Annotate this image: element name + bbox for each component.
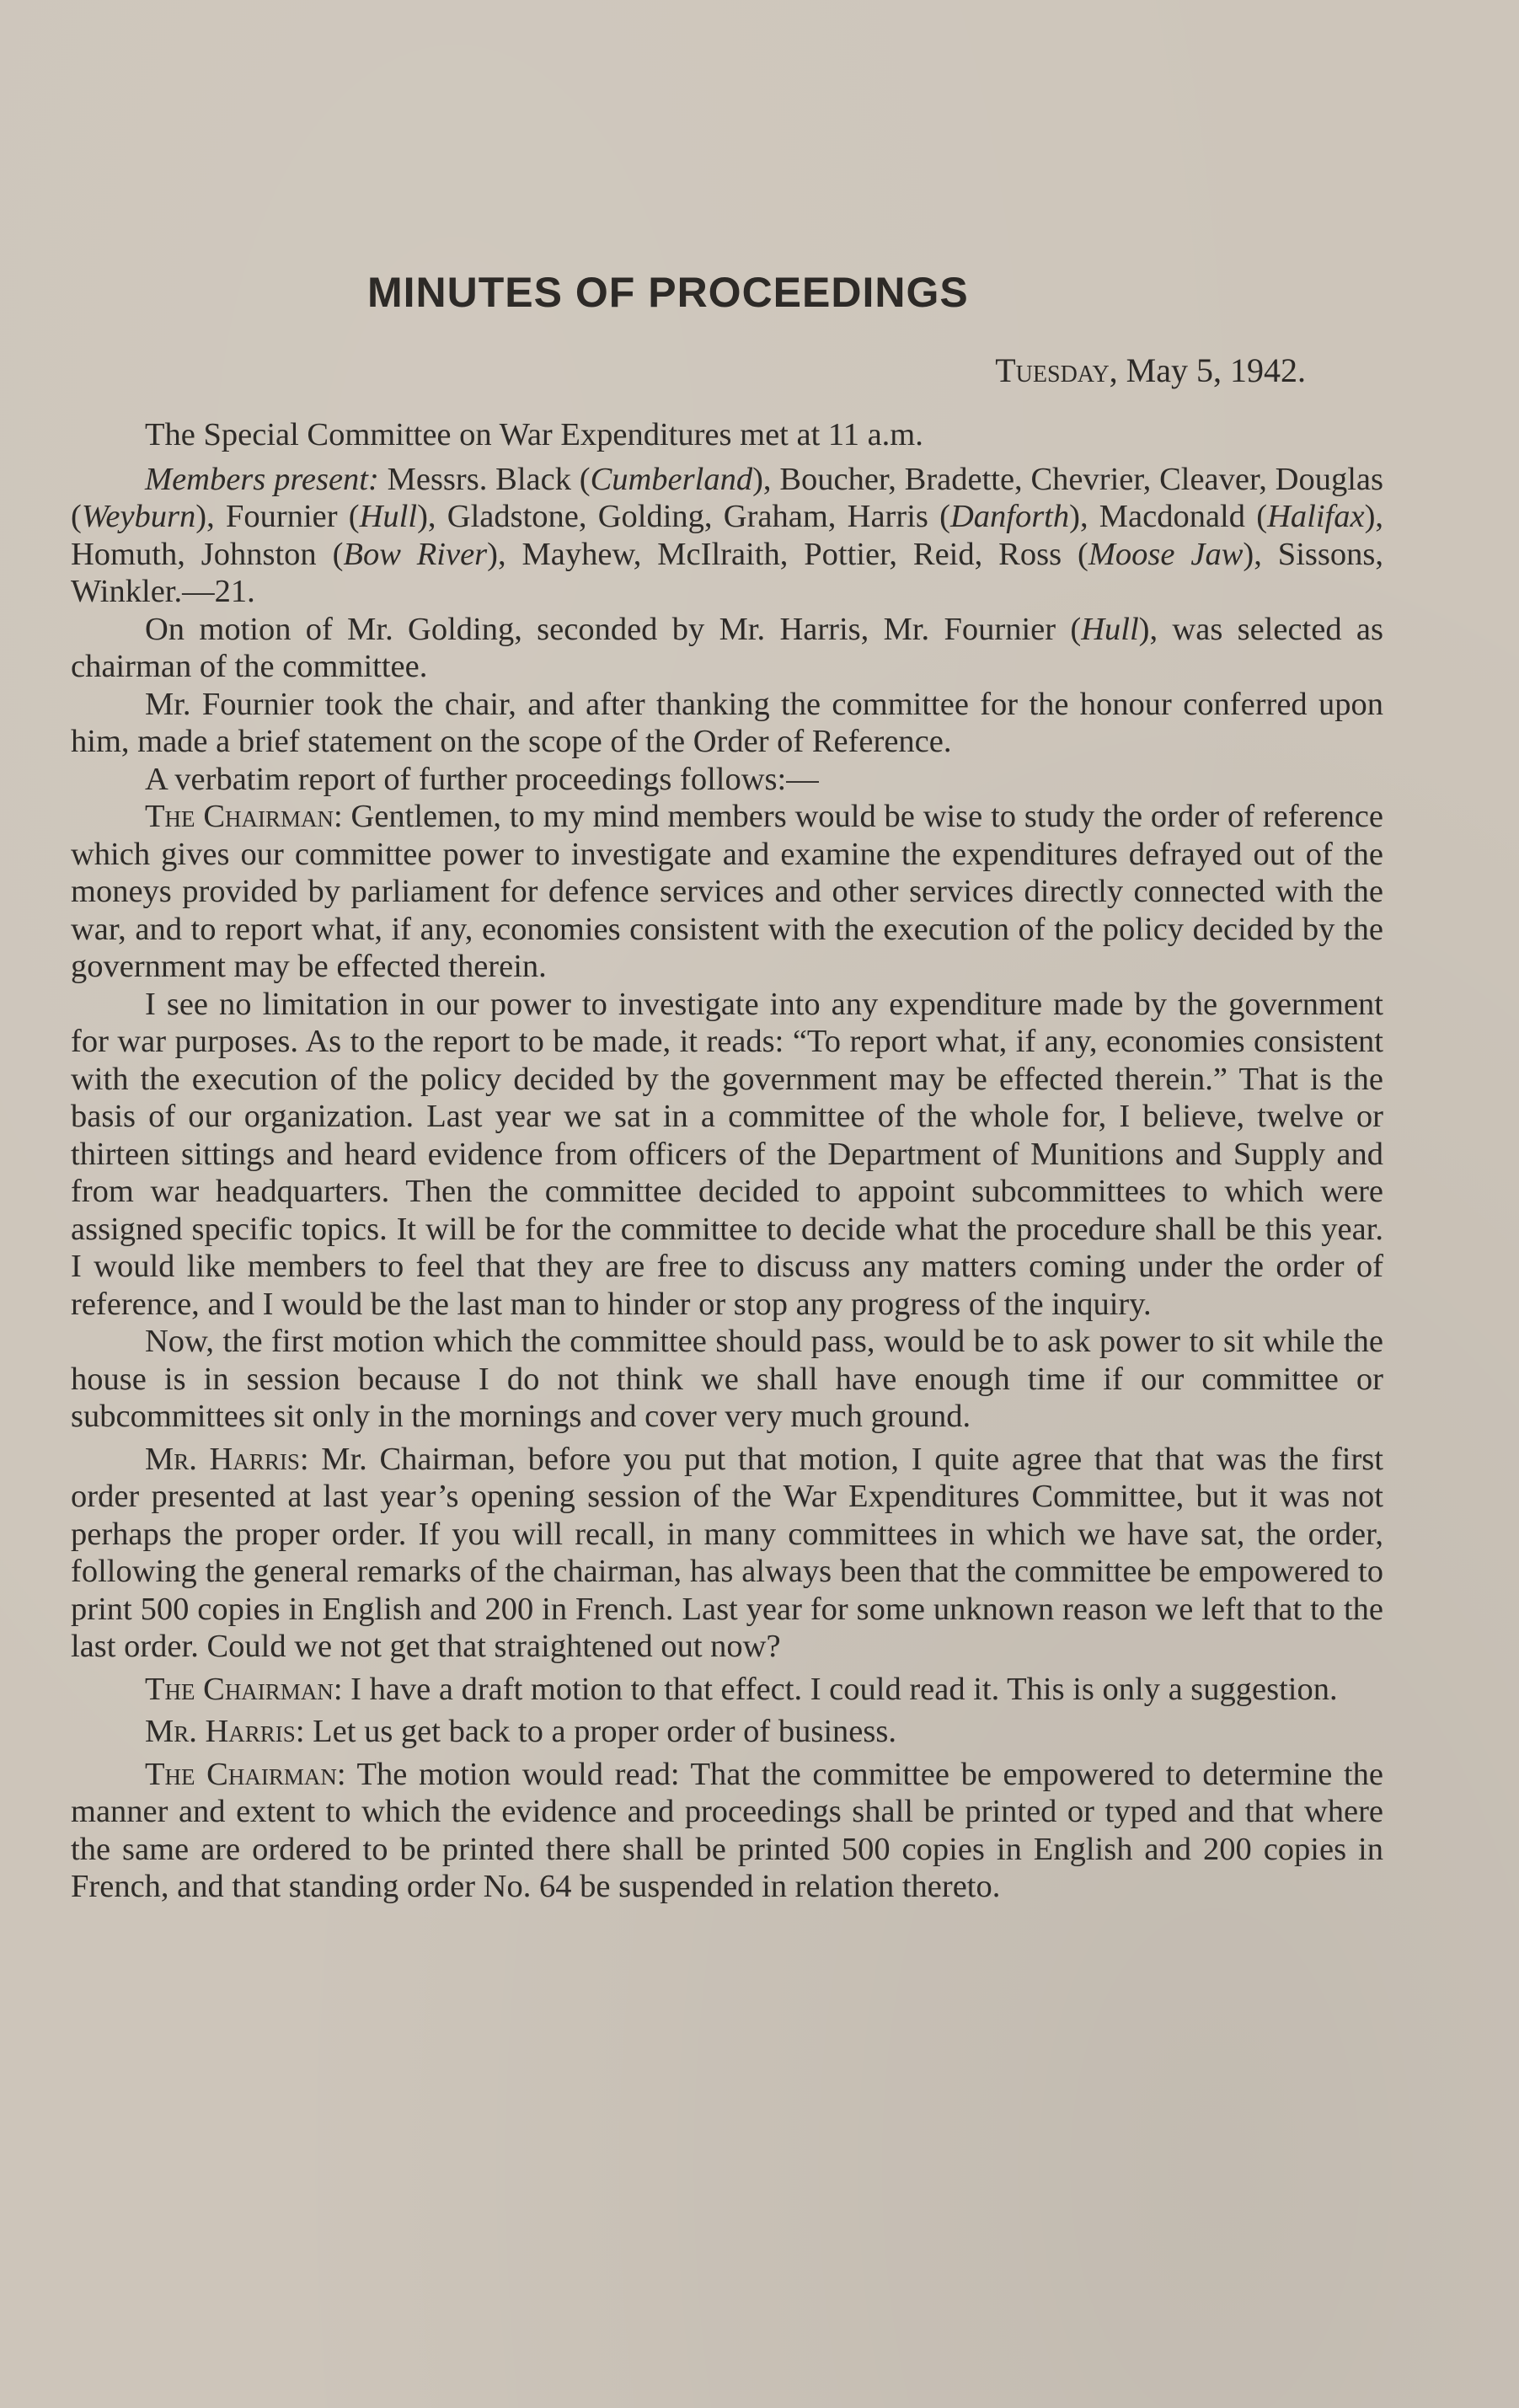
- members-text: ), Mayhew, McIlraith, Pottier, Reid, Ross (: [487, 536, 1088, 572]
- paragraph-chairman-motion-text: [71, 1756, 1383, 1906]
- paragraph-chair-statement: Mr. Fournier took the chair, and after thanking the committee for the honour conferred upon him, made a brief statement on the scope of the Order of Reference.: [71, 686, 1383, 759]
- riding-name: Danforth: [949, 499, 1070, 534]
- paragraph-harris-remarks: [71, 1441, 1383, 1666]
- members-present-label: Members present:: [145, 461, 379, 497]
- riding-name: Weyburn: [81, 499, 196, 534]
- members-text: ), Fournier (: [195, 499, 360, 534]
- dateline: [995, 350, 1306, 390]
- members-text: ), Gladstone, Golding, Graham, Harris (: [417, 499, 950, 534]
- motion-text: On motion of Mr. Golding, seconded by Mr. Harris, Mr. Fournier (: [145, 611, 1082, 647]
- members-text: ), Homuth, Johnston (: [71, 499, 1384, 572]
- dateline-day: Tuesday: [995, 351, 1110, 389]
- riding-name: Hull: [359, 499, 418, 534]
- members-text: ), Macdonald (: [1069, 499, 1268, 534]
- members-text: ), Boucher, Bradette, Chevrier, Cleaver, Douglas (: [71, 461, 1383, 534]
- dateline-date: , May 5, 1942.: [1109, 351, 1306, 389]
- paragraph-opening: The Special Committee on War Expenditures met at 11 a.m.: [145, 417, 923, 452]
- paragraph-chairman-selection: [71, 611, 1383, 686]
- riding-name: Halifax: [1267, 499, 1365, 534]
- paragraph-verbatim-note: A verbatim report of further proceedings follows:—: [145, 761, 819, 797]
- paragraph-limitation: I see no limitation in our power to investigate into any expenditure made by the government for war purposes. As to the report to be made, it reads: “To report what, if any, economies consistent with the execution of the policy decided by the government may be effected therein.” That is the basis of our organization. Last year we sat in a committee of the whole for, I believe, twelve or thirteen sittings and heard evidence from officers of the Department of Munitions and Supply and from war headquarters. Then the committee decided to appoint subcommittees to which were assigned specific topics. It will be for the committee to decide what the procedure shall be this year. I would like members to feel that they are free to discuss any matters coming under the order of reference, and I would be the last man to hinder or stop any progress of the inquiry.: [71, 986, 1383, 1322]
- speech-text: : Gentlemen, to my mind members would be wise to study the order of reference which gives our committee power to investigate and examine the expenditures defrayed out of the moneys provided by parliament for defence services and other services directly connected with the war, and to report what, if any, economies consistent with the execution of the policy decided by the government may be effected therein.: [71, 799, 1383, 984]
- riding-name: Moose Jaw: [1088, 536, 1244, 572]
- paragraph-chairman-draft-motion: [71, 1671, 1383, 1709]
- motion-text: ), was selected as chairman of the committee.: [71, 611, 1383, 684]
- speech-text: : Mr. Chairman, before you put that motion, I quite agree that that was the first order presented at last year’s opening session of the War Expenditures Committee, but it was not perhaps the proper order. If you will recall, in many committees in which we have sat, the order, following the general remarks of the chairman, has always been that the committee be empowered to print 500 copies in English and 200 in French. Last year for some unknown reason we left that to the last order. Could we not get that straightened out now?: [71, 1441, 1383, 1664]
- speaker-name: Mr. Harris: [145, 1714, 296, 1749]
- speech-text: : I have a draft motion to that effect. I could read it. This is only a suggestion.: [333, 1671, 1338, 1707]
- riding-name: Hull: [1081, 611, 1139, 647]
- speech-text: : The motion would read: That the committee be empowered to determine the manner and extent to which the evidence and proceedings shall be printed or typed and that where the same are ordered to be printed there shall be printed 500 copies in English and 200 copies in French, and that standing order No. 64 be suspended in relation thereto.: [71, 1756, 1383, 1904]
- riding-name: Bow River: [343, 536, 488, 572]
- speaker-name: The Chairman: [145, 799, 334, 834]
- minutes-body: [71, 416, 1383, 1906]
- paragraph-chairman-remarks: [71, 798, 1383, 986]
- paragraph-first-motion: Now, the first motion which the committee should pass, would be to ask power to sit while the house is in session because I do not think we shall have enough time if our committee or subcommittees sit only in the mornings and cover very much ground.: [71, 1324, 1383, 1434]
- riding-name: Cumberland: [590, 461, 753, 497]
- speaker-name: Mr. Harris: [145, 1441, 300, 1477]
- speech-text: : Let us get back to a proper order of business.: [295, 1714, 896, 1749]
- speaker-name: The Chairman: [145, 1756, 337, 1792]
- members-text: ), Sissons, Winkler.—21.: [71, 536, 1383, 609]
- paragraph-harris-order: [71, 1713, 1383, 1751]
- paragraph-members-present: [71, 461, 1383, 611]
- members-text: Messrs. Black (: [378, 461, 591, 497]
- page-title: MINUTES OF PROCEEDINGS: [367, 269, 969, 316]
- speaker-name: The Chairman: [145, 1671, 334, 1707]
